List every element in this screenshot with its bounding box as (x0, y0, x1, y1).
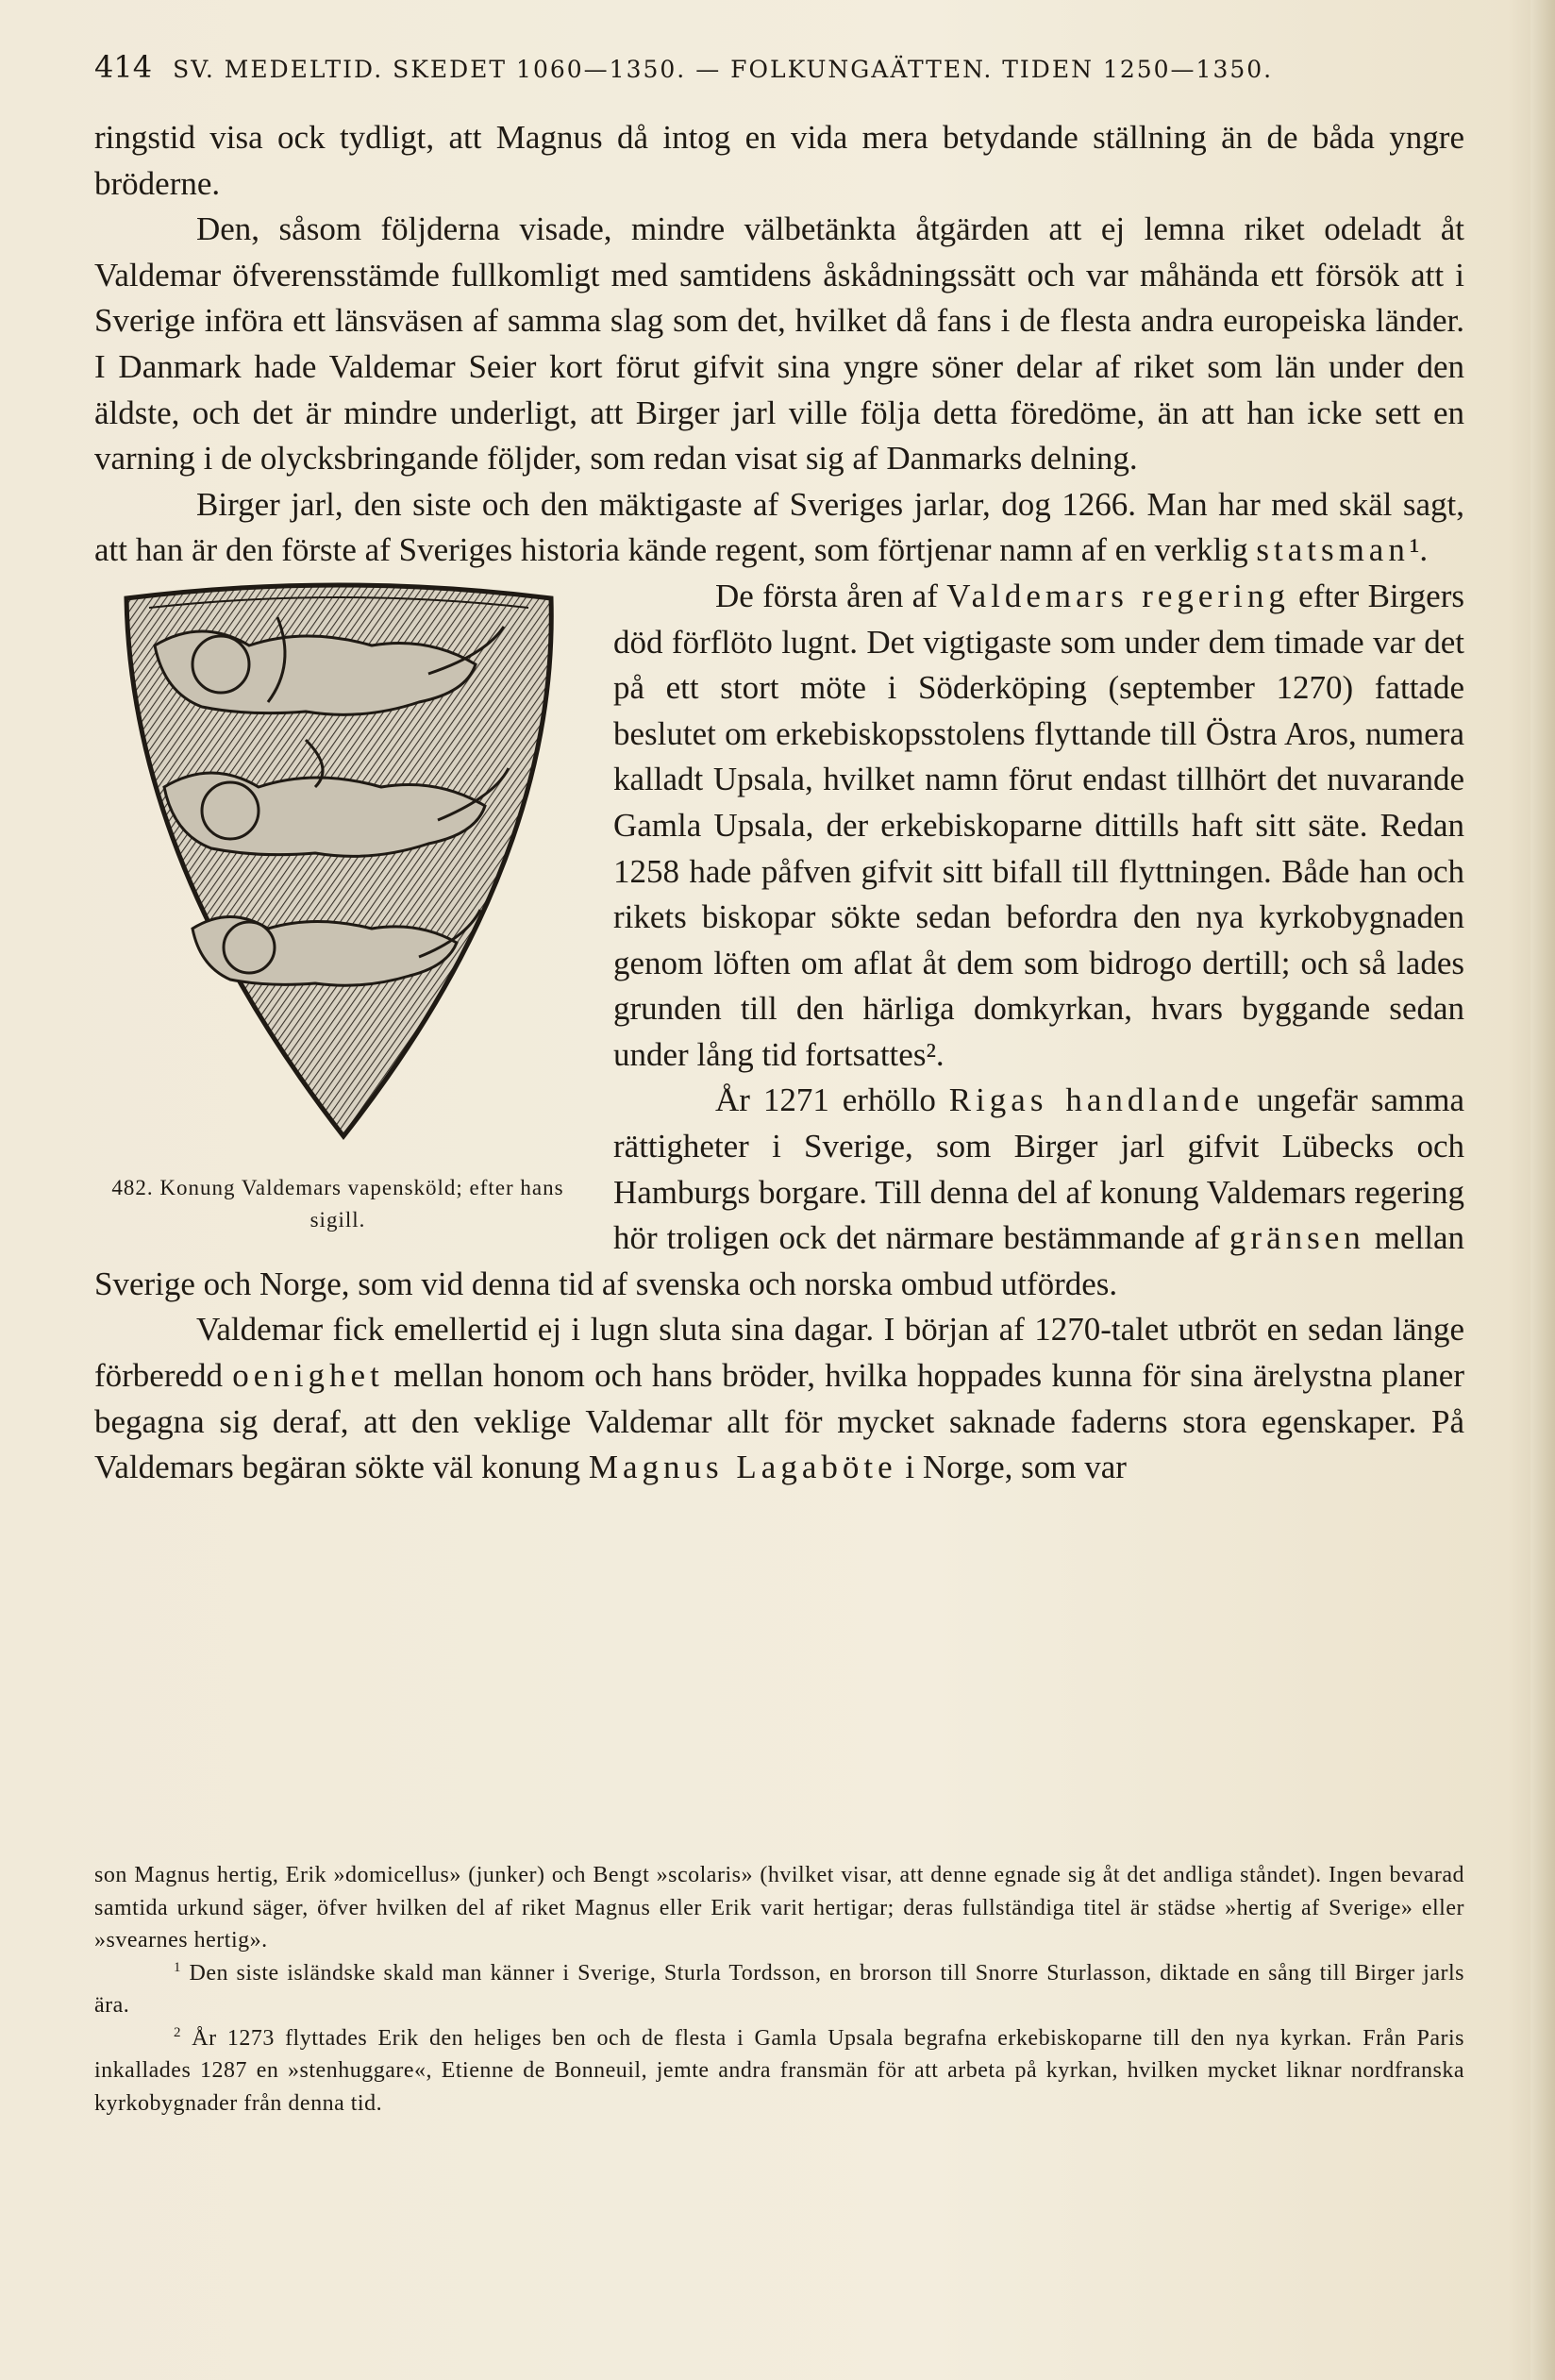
page-number: 414 (94, 49, 153, 85)
running-header (94, 49, 1472, 91)
emphasis-rigas-handlande: Rigas handlande (948, 1081, 1245, 1119)
paragraph-4-text: efter Birgers död förflöto lugnt. Det vigtigaste som under dem timade var det på ett stort möte i Söderköping (september 1270) fattade beslutet om erkebiskopsstolens flyttande till Östra Aros, numera kalladt Upsala, hvilket namn förut endast tillhört det nuvarande Gamla Upsala, der erkebiskoparne dittills haft sitt säte. Redan 1258 hade påfven gifvit sitt bifall till flyttningen. Både han och rikets biskopar sökte sedan befordra den nya kyrkobygnaden genom löften om aflat åt dem som bidrogo dertill; och så lades grunden till den härliga domkyrkan, hvars byggande sedan under lång tid fortsattes². (613, 577, 1464, 1073)
shield-illustration (89, 579, 587, 1165)
emphasis-valdemars-regering: Valdemars regering (946, 577, 1290, 614)
emphasis-gransen: gränsen (1229, 1219, 1365, 1257)
paragraph-5-end: mellan Sverige och Norge, som vid denna tid af svenska och norska ombud utfördes. (94, 1219, 1464, 1302)
paragraph-6-text: mellan honom och hans bröder, hvilka hoppades kunna för sina ärelystna planer begagna sig deraf, att den veklige Valdemar allt för mycket saknade faderns stora egenskaper. På Valdemars begäran sökte väl konung (94, 1357, 1464, 1486)
paragraph-6-lead: Valdemar fick emellertid ej i lugn sluta sina dagar. I början af 1270-talet utbröt en sedan länge förberedd (94, 1311, 1464, 1395)
paragraph-3 (94, 482, 1464, 574)
paragraph-6 (94, 1307, 1464, 1490)
footnote-continuation: son Magnus hertig, Erik »domicellus» (junker) och Bengt »scolaris» (hvilket visar, att denne egnade sig åt det andliga ståndet). Ingen bevarad samtida urkund säger, öfver hvilken del af riket Magnus eller Erik varit hertigar; deras fullständiga titel är städse »hertig af Sverige» eller »svearnes hertig». (94, 1863, 1464, 1953)
coat-of-arms-figure (89, 579, 587, 1231)
paragraph-5-lead: År 1271 erhöllo (715, 1081, 949, 1119)
paragraph-5-text: ungefär samma rättigheter i Sverige, som Birger jarl gifvit Lübecks och Hamburgs borgare. Till denna del af konung Valdemars regering hör troligen ock det närmare bestämmande af (613, 1081, 1464, 1257)
emphasis-oenighet: oenighet (232, 1357, 384, 1395)
emphasis-magnus-lagabote: Magnus Lagaböte (588, 1449, 897, 1486)
figure-caption: 482. Konung Valdemars vapensköld; efter hans sigill. (111, 1175, 564, 1232)
paragraph-4-lead: De första åren af (715, 577, 947, 614)
footnote-1-mark: 1 (174, 1959, 181, 1975)
paragraph-6-end: i Norge, som var (896, 1449, 1127, 1486)
footnote-2 (94, 2022, 1464, 2120)
footnote-2-mark: 2 (174, 2024, 181, 2040)
main-text (94, 115, 1464, 1491)
page-edge (1530, 0, 1555, 2380)
paragraph-3-text: Birger jarl, den siste och den mäktigaste af Sveriges jarlar, dog 1266. Man har med skäl sagt, att han är den förste af Sveriges historia kände regent, som förtjenar namn af en verklig (94, 485, 1464, 569)
emphasis-statsman: statsman (1256, 531, 1410, 569)
footnote-2-text: År 1273 flyttades Erik den heliges ben och de flesta i Gamla Upsala begrafna erkebiskoparne till den nya kyrkan. Från Paris inkallades 1287 en »stenhuggare«, Etienne de Bonneuil, jemte andra fransmän för att arbeta på kyrkan, hvilken mycket liknar nordfranska kyrkobygnader från denna tid. (94, 2025, 1464, 2116)
footnotes (94, 1859, 1464, 2120)
paragraph-2: Den, såsom följderna visade, mindre välbetänkta åtgärden att ej lemna riket odeladt åt Valdemar öfverensstämde fullkomligt med samtidens åskådningssätt och var måhända ett försök att i Sverige införa ett länsväsen af samma slag som det, hvilket då fans i de flesta andra europeiska länder. I Danmark hade Valdemar Seier kort förut gifvit sina yngre söner delar af riket som län under den äldste, och det är mindre underligt, att Birger jarl ville följa detta föredöme, än att han icke sett en varning i de olycksbringande följder, som redan visat sig af Danmarks delning. (94, 210, 1464, 478)
footnote-1 (94, 1957, 1464, 2022)
footnote-ref-1: ¹. (1409, 531, 1429, 569)
running-title: SV. MEDELTID. SKEDET 1060—1350. — FOLKUNGAÄTTEN. TIDEN 1250—1350. (173, 56, 1274, 83)
paragraph-1: ringstid visa ock tydligt, att Magnus då intog en vida mera betydande ställning än de båda yngre bröderne. (94, 119, 1464, 202)
footnote-1-text: Den siste isländske skald man känner i Sverige, Sturla Tordsson, en brorson till Snorre Sturlasson, diktade en sång till Birger jarls ära. (94, 1960, 1464, 2018)
